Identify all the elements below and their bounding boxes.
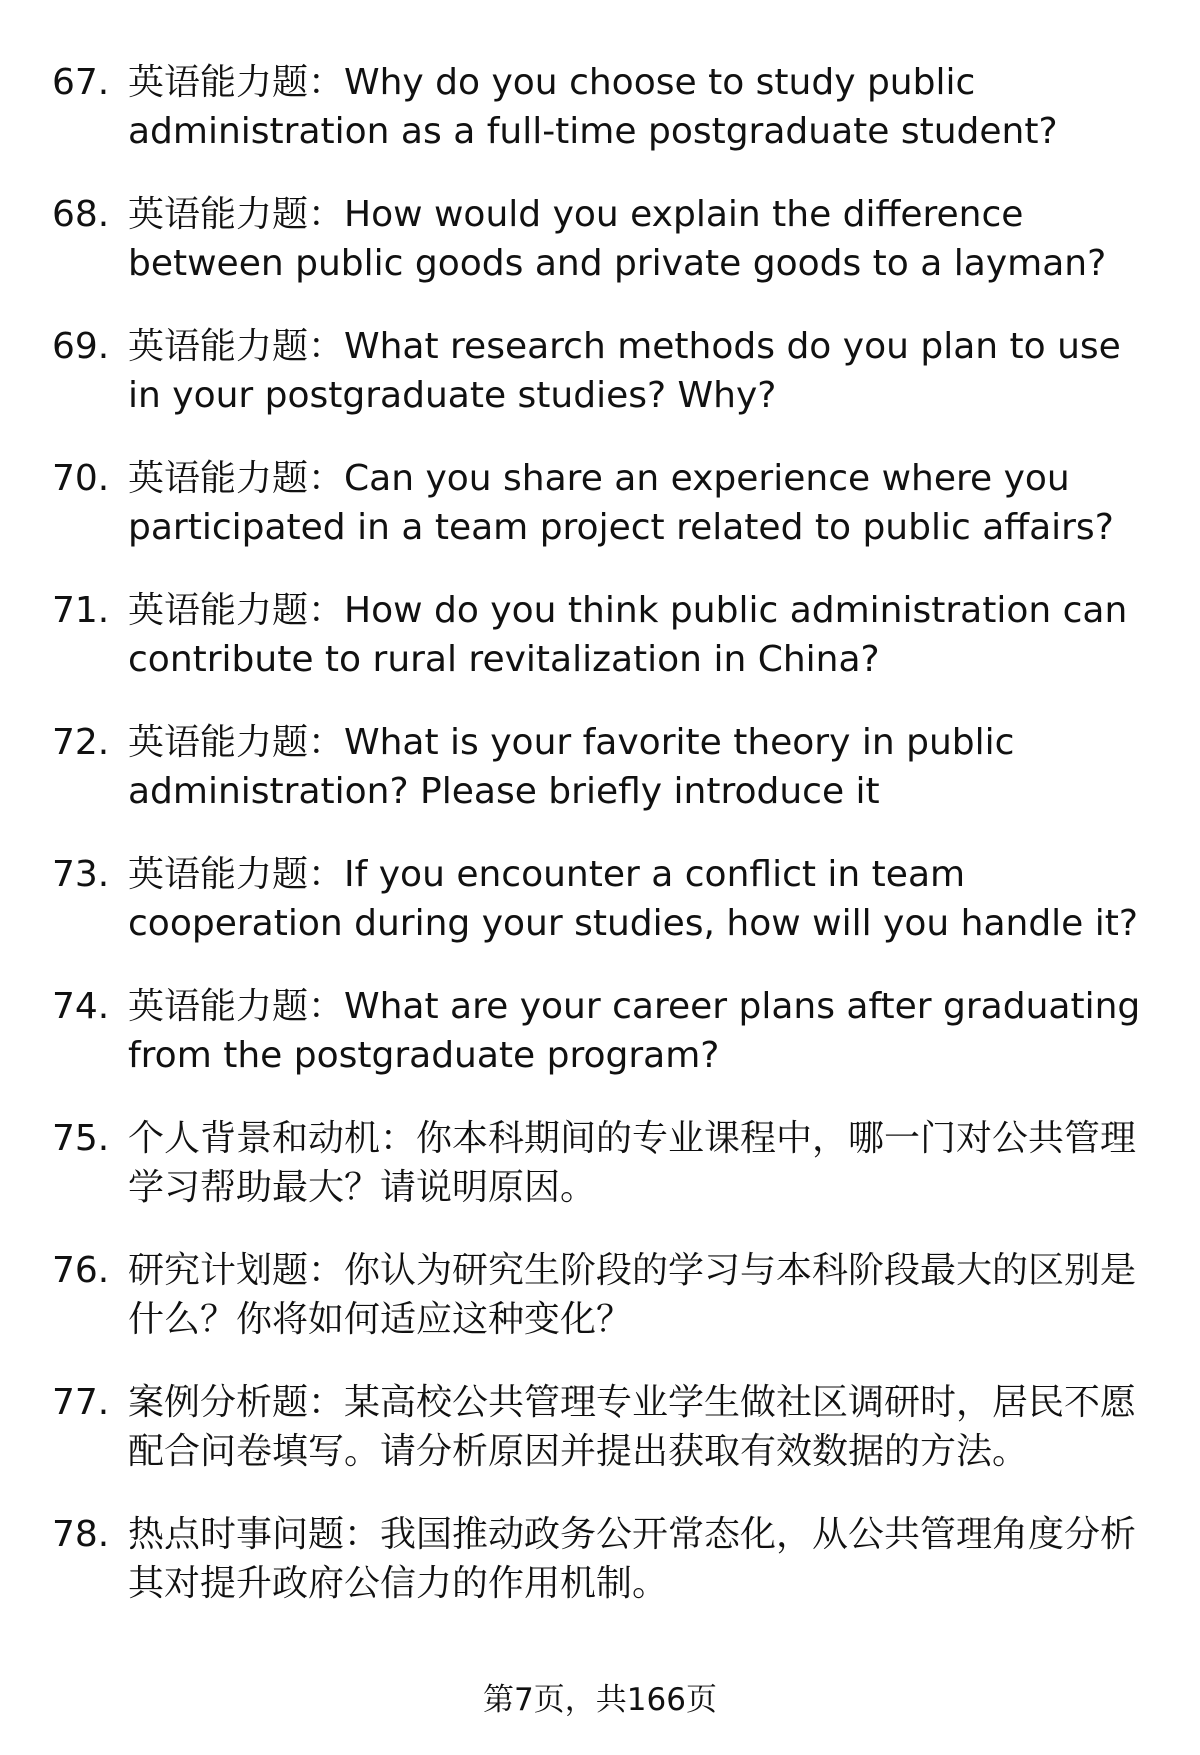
question-list <box>52 58 1162 1642</box>
question-number: 74. <box>52 986 110 1027</box>
question-item <box>52 718 1162 816</box>
question-text: 英语能力题：What is your favorite theory in public administration? Please briefly introduce it <box>128 722 1015 812</box>
question-item <box>52 190 1162 288</box>
question-number: 70. <box>52 458 110 499</box>
question-text: 个人背景和动机：你本科期间的专业课程中，哪一门对公共管理学习帮助最大？请说明原因。 <box>128 1118 1137 1208</box>
question-number: 72. <box>52 722 110 763</box>
question-item <box>52 586 1162 684</box>
page-number-footer: 第7页，共166页 <box>483 1682 717 1718</box>
question-item <box>52 1510 1162 1608</box>
question-item <box>52 322 1162 420</box>
question-item <box>52 982 1162 1080</box>
question-text: 英语能力题：What research methods do you plan to use in your postgraduate studies? Why? <box>128 326 1121 416</box>
question-item <box>52 1114 1162 1212</box>
question-number: 71. <box>52 590 110 631</box>
question-number: 76. <box>52 1250 110 1291</box>
question-text: 英语能力题：How would you explain the difference between public goods and private goods to a layman? <box>128 194 1107 284</box>
question-number: 69. <box>52 326 110 367</box>
question-text: 研究计划题：你认为研究生阶段的学习与本科阶段最大的区别是什么？你将如何适应这种变化？ <box>128 1250 1137 1340</box>
question-text: 英语能力题：How do you think public administration can contribute to rural revitalization in China? <box>128 590 1128 680</box>
question-number: 75. <box>52 1118 110 1159</box>
question-text: 英语能力题：Can you share an experience where you participated in a team project related to public affairs? <box>128 458 1114 548</box>
question-item <box>52 58 1162 156</box>
question-item <box>52 454 1162 552</box>
question-item <box>52 850 1162 948</box>
question-item <box>52 1246 1162 1344</box>
question-number: 77. <box>52 1382 110 1423</box>
question-text: 英语能力题：What are your career plans after graduating from the postgraduate program? <box>128 986 1141 1076</box>
question-number: 78. <box>52 1514 110 1555</box>
question-text: 热点时事问题：我国推动政务公开常态化，从公共管理角度分析其对提升政府公信力的作用机制。 <box>128 1514 1137 1604</box>
question-number: 73. <box>52 854 110 895</box>
question-item <box>52 1378 1162 1476</box>
question-number: 68. <box>52 194 110 235</box>
question-text: 案例分析题：某高校公共管理专业学生做社区调研时，居民不愿配合问卷填写。请分析原因并提出获取有效数据的方法。 <box>128 1382 1137 1472</box>
question-number: 67. <box>52 62 110 103</box>
question-text: 英语能力题：If you encounter a conflict in team cooperation during your studies, how will you handle it? <box>128 854 1138 944</box>
question-text: 英语能力题：Why do you choose to study public administration as a full-time postgraduate student? <box>128 62 1058 152</box>
